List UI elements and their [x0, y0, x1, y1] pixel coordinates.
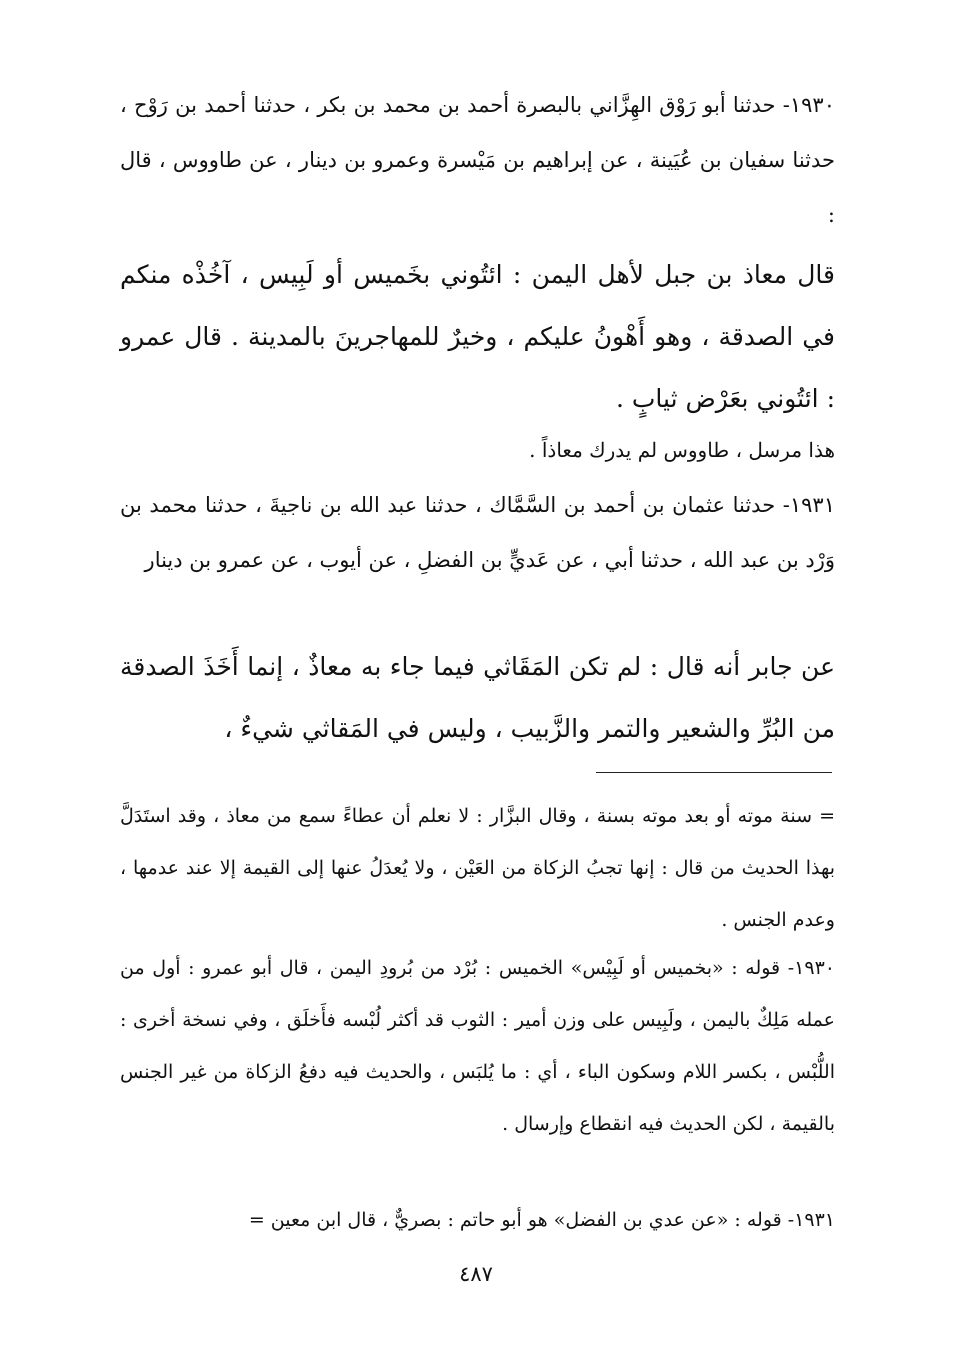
hadith-1930-matn-block — [120, 244, 835, 430]
hadith-1930-isnad-block — [120, 78, 835, 243]
footnote-1930-block — [120, 942, 835, 1150]
footnote-continuation-block — [120, 790, 835, 946]
hadith-1930-matn: قال معاذ بن جبل لأهل اليمن : ائتُوني بخَميس أو لَبِيس ، آخُذْه منكم في الصدقة ، وهو أَهْونُ عليكم ، وخيرٌ للمهاجرينَ بالمدينة . قال عمرو : ائتُوني بعَرْض ثيابٍ . — [120, 260, 835, 413]
footnote-1931: ١٩٣١- قوله : «عن عدي بن الفضل» هو أبو حاتم : بصريٌّ ، قال ابن معين = — [248, 1209, 835, 1231]
hadith-1930-note-block — [120, 426, 835, 474]
hadith-1931-isnad: ١٩٣١- حدثنا عثمان بن أحمد بن السَّمَّاك ، حدثنا عبد الله بن ناجيةَ ، حدثنا محمد بن وَرْد بن عبد الله ، حدثنا أبي ، عن عَديٍّ بن الفضلِ ، عن أيوب ، عن عمرو بن دينار — [120, 493, 835, 572]
hadith-1930-isnad: ١٩٣٠- حدثنا أبو رَوْق الهِزَّاني بالبصرة أحمد بن محمد بن بكر ، حدثنا أحمد بن رَوْح ، حدثنا سفيان بن عُيَينة ، عن إبراهيم بن مَيْسرة وعمرو بن دينار ، عن طاووس ، قال : — [120, 93, 835, 227]
hadith-1931-matn-block — [120, 636, 835, 760]
hadith-1930-note: هذا مرسل ، طاووس لم يدرك معاذاً . — [529, 438, 835, 462]
page-number: ٤٨٧ — [459, 1262, 493, 1286]
hadith-1931-matn: عن جابر أنه قال : لم تكن المَقَاثي فيما جاء به معاذٌ ، إنما أَخَذَ الصدقة من البُرِّ والشعير والتمر والزَّبيب ، وليس في المَقاثي شيءٌ ، — [120, 652, 835, 743]
footnote-continuation: = سنة موته أو بعد موته بسنة ، وقال البزَّار : لا نعلم أن عطاءً سمع من معاذ ، وقد استَدَلَّ بهذا الحديث من قال : إنها تجبُ الزكاة من العَيْن ، ولا يُعدَلُ عنها إلى القيمة إلا عند عدمها ، وعدم الجنس . — [120, 805, 835, 931]
footnote-1931-block — [120, 1194, 835, 1246]
hadith-1931-isnad-block — [120, 478, 835, 588]
footnote-1930: ١٩٣٠- قوله : «بخميس أو لَبِيْس» الخميس : بُرْد من بُرودِ اليمن ، قال أبو عمرو : أول من عمله مَلِكٌ باليمن ، ولَبِيس على وزن أمير : الثوب قد أكثر لُبْسه فأَخلَق ، وفي نسخة أخرى : اللُّبْس ، بكسر اللام وسكون الباء ، أي : ما يُلبَس ، والحديث فيه دفعُ الزكاة من غير الجنس بالقيمة ، لكن الحديث فيه انقطاع وإرسال . — [120, 957, 835, 1135]
footnote-separator — [596, 772, 832, 773]
